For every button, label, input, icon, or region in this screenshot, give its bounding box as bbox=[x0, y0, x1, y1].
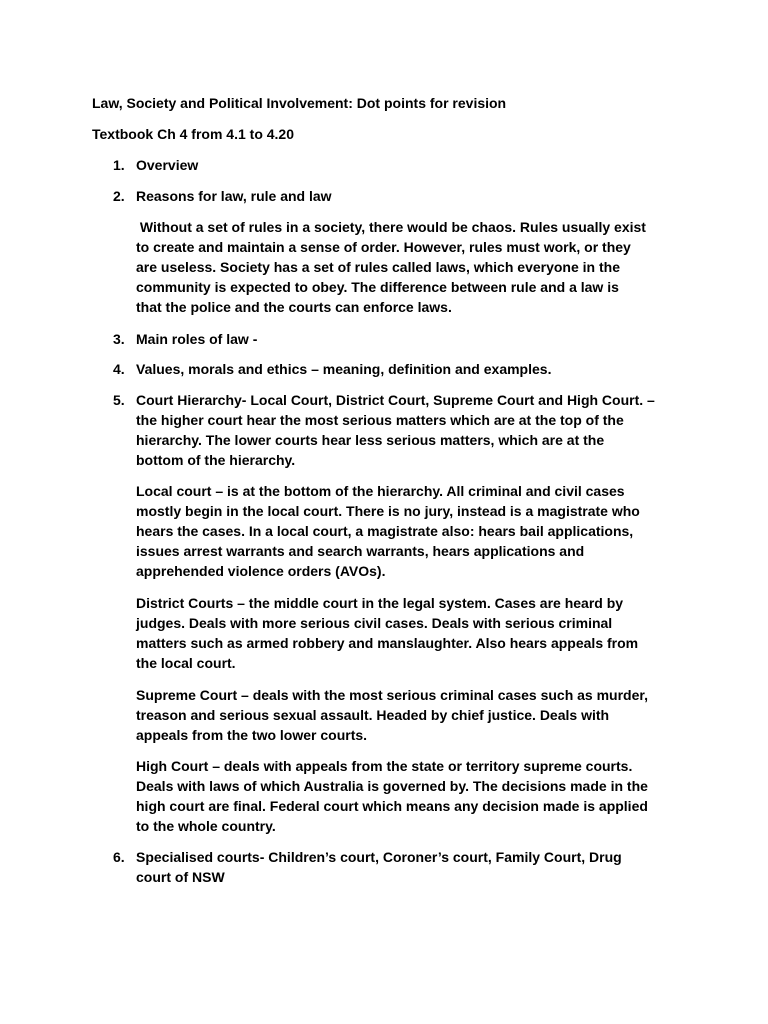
paragraph-line: high court are final. Federal court which means any decision made is applied bbox=[136, 798, 648, 814]
district-court-paragraph bbox=[136, 593, 736, 673]
list-item-label: Main roles of law - bbox=[136, 331, 258, 347]
list-item-number: 5. bbox=[113, 392, 125, 408]
list-item-label: Specialised courts- Children’s court, Coroner’s court, Family Court, Drug bbox=[136, 849, 622, 865]
document-title: Law, Society and Political Involvement: Dot points for revision bbox=[92, 95, 507, 111]
list-item-number: 6. bbox=[113, 849, 125, 865]
paragraph-line: apprehended violence orders (AVOs). bbox=[136, 563, 386, 579]
document-subtitle: Textbook Ch 4 from 4.1 to 4.20 bbox=[92, 126, 295, 142]
list-item-label: Overview bbox=[136, 157, 199, 173]
paragraph-line: that the police and the courts can enforce laws. bbox=[136, 299, 452, 315]
paragraph-line: hears the cases. In a local court, a magistrate also: hears bail applications, bbox=[136, 523, 634, 539]
paragraph-line: to create and maintain a sense of order. However, rules must work, or they bbox=[136, 239, 631, 255]
paragraph-line: are useless. Society has a set of rules called laws, which everyone in the bbox=[136, 259, 620, 275]
list-item-number: 3. bbox=[113, 331, 125, 347]
paragraph-line: to the whole country. bbox=[136, 818, 276, 834]
specialised-courts-continuation bbox=[136, 867, 736, 887]
paragraph-line: hierarchy. The lower courts hear less serious matters, which are at the bbox=[136, 432, 605, 448]
list-item-label: Values, morals and ethics – meaning, definition and examples. bbox=[136, 361, 552, 377]
paragraph-line: community is expected to obey. The difference between rule and a law is bbox=[136, 279, 619, 295]
list-item-label: Reasons for law, rule and law bbox=[136, 188, 332, 204]
hierarchy-paragraph bbox=[136, 410, 736, 470]
paragraph-line: bottom of the hierarchy. bbox=[136, 452, 296, 468]
paragraph-line: treason and serious sexual assault. Headed by chief justice. Deals with bbox=[136, 707, 610, 723]
local-court-paragraph bbox=[136, 481, 736, 581]
list-item-label: Court Hierarchy- Local Court, District Court, Supreme Court and High Court. – bbox=[136, 392, 655, 408]
paragraph-line: matters such as armed robbery and manslaughter. Also hears appeals from bbox=[136, 635, 639, 651]
list-item-number: 1. bbox=[113, 157, 125, 173]
paragraph-line: the local court. bbox=[136, 655, 236, 671]
paragraph-line: Without a set of rules in a society, there would be chaos. Rules usually exist bbox=[136, 219, 646, 235]
list-item-number: 2. bbox=[113, 188, 125, 204]
paragraph-line: Deals with laws of which Australia is governed by. The decisions made in the bbox=[136, 778, 648, 794]
paragraph-line: the higher court hear the most serious matters which are at the top of the bbox=[136, 412, 624, 428]
paragraph-line: issues arrest warrants and search warrants, hears applications and bbox=[136, 543, 585, 559]
high-court-paragraph bbox=[136, 756, 736, 836]
paragraph-line: District Courts – the middle court in the legal system. Cases are heard by bbox=[136, 595, 624, 611]
paragraph-line: High Court – deals with appeals from the state or territory supreme courts. bbox=[136, 758, 633, 774]
paragraph-line: Local court – is at the bottom of the hierarchy. All criminal and civil cases bbox=[136, 483, 625, 499]
paragraph-line: mostly begin in the local court. There is no jury, instead is a magistrate who bbox=[136, 503, 640, 519]
paragraph-line: judges. Deals with more serious civil cases. Deals with serious criminal bbox=[136, 615, 613, 631]
paragraph-line: court of NSW bbox=[136, 869, 225, 885]
paragraph-line: Supreme Court – deals with the most serious criminal cases such as murder, bbox=[136, 687, 648, 703]
list-item-number: 4. bbox=[113, 361, 125, 377]
paragraph-line: appeals from the two lower courts. bbox=[136, 727, 368, 743]
reasons-paragraph bbox=[136, 217, 736, 317]
supreme-court-paragraph bbox=[136, 685, 736, 745]
